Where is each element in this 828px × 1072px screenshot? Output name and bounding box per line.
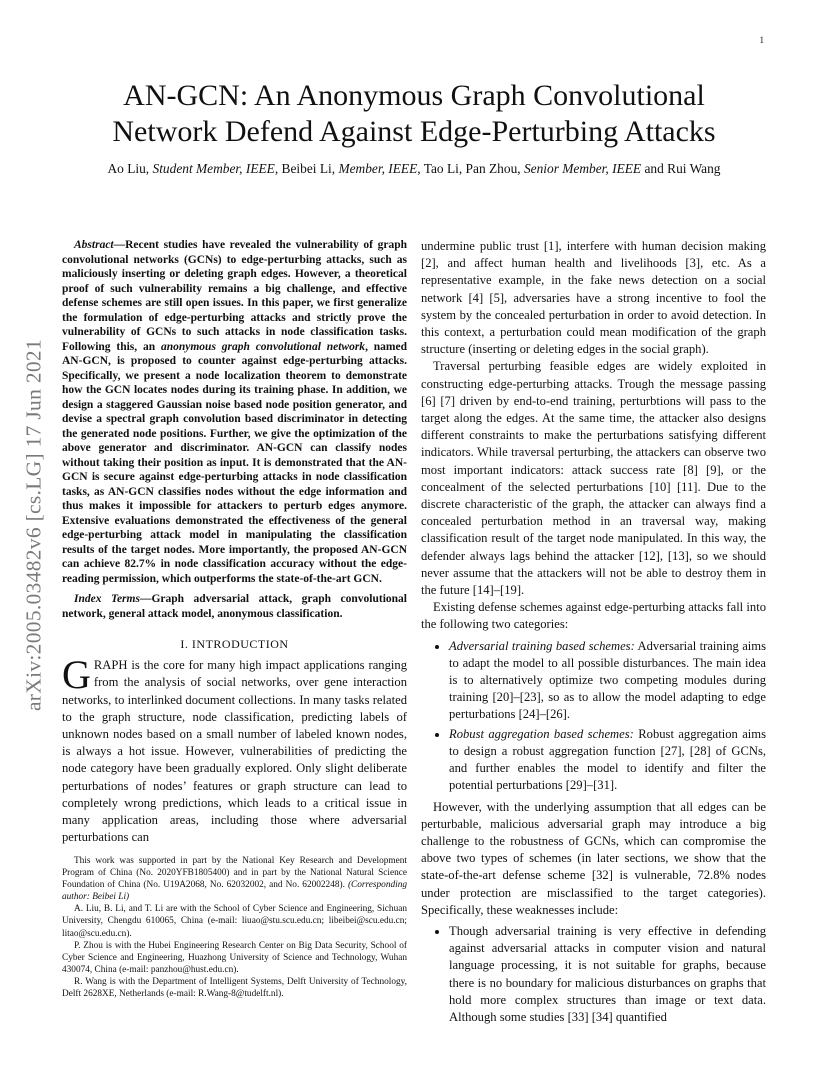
drop-cap: G [62,652,91,698]
footnote-affiliation-hust: P. Zhou is with the Hubei Engineering Research Center on Big Data Security, School of Cyber Science and Engineering, Huazhong University of Science and Technology, Wuhan 430074, China (e-mail: panzhou@hust.edu.cn). [62,940,407,975]
list-item-body: Robust aggregation aims to design a robust aggregation function [27], [28] of GCNs, and further enables the model to identify and filter the potential perturbations [29]–[31]. [449,726,766,793]
defense-schemes-list [421,638,766,795]
footnote-affiliation-delft: R. Wang is with the Department of Intelligent Systems, Delft University of Technology, Delft 2628XE, Netherlands (e-mail: R.Wang-8@tudelft.nl). [62,976,407,1000]
abstract [62,238,407,586]
author-role-1: Student Member, IEEE [152,161,275,176]
intro-paragraph-1-text: RAPH is the core for many high impact applications ranging from the analysis of social networks, over gene interaction networks, to interlinked document collections. In many tasks related to the graph structure, node classification, predicting labels of unknown nodes based on a small number of labeled known nodes, is always a hot issue. However, vulnerabilities of predicting the node category have been gradually explored. Only slight deliberate perturbations of nodes’ features or graph structure can lead to completely wrong predictions, which leads to a critical issue in many application areas, including those where adversarial perturbations can [62,658,407,845]
right-paragraph-1: undermine public trust [1], interfere with human decision making [2], and affect human health and livelihoods [3], etc. As a representative example, in the fake news detection on a social network [4] [5], adversaries have a strong incentive to fool the system by the concealed perturbation in order to avoid detection. In this context, a perturbation could mean modification of the graph structure (inserting or deleting edges in the social graph). [421,239,766,357]
abstract-emphasis: anonymous graph convolutional network [160,340,366,353]
list-item-weakness-1: • Though adversarial training is very effective in defending against adversarial attacks in computer vision and natural language processing, it is not suitable for graphs, because there is no boundary for malicious disturbances on graphs that hold more complex structures than image or text data. Although some studies [33] [34] quantified [449,923,766,1026]
author-role-3: Senior Member, IEEE [523,161,642,176]
right-column [421,238,766,1030]
abstract-body-1: —Recent studies have revealed the vulnerability of graph convolutional networks (GCNs) to edge-perturbing attacks, such as maliciously inserting or deleting graph edges. However, a theoretical proof of such vulnerability remains a big challenge, and effective defense schemes are still open issues. In this paper, we first generalize the formulation of edge-perturbing attacks and strictly prove the vulnerability of GCNs to such attacks in node classification tasks. Following this, an [62,239,407,353]
author-role-2: Member, IEEE [338,161,418,176]
list-item-adversarial-training [449,638,766,724]
weaknesses-list [421,923,766,1026]
author-tao-li-pan-zhou: , Tao Li, Pan Zhou, [417,161,524,176]
right-paragraph-4: However, with the underlying assumption that all edges can be perturbable, malicious adversarial graph may introduce a big challenge to the robustness of GCNs, which can compromise the above two types of schemes (in later sections, we show that the state-of-the-art defense scheme [32] is vulnerable, 72.8% nodes under protection are misclassified to the target categories). Specifically, these weaknesses include: [421,799,766,917]
paper-title-line-1: AN-GCN: An Anonymous Graph Convolutional [123,79,705,112]
list-item-title: Adversarial training based schemes: [449,638,635,653]
section-heading-introduction: I. INTRODUCTION [180,637,289,651]
index-terms-lead: Index Terms [74,593,140,605]
footnotes [62,855,407,1000]
index-terms [62,592,407,621]
author-rui-wang: and Rui Wang [641,161,721,176]
arxiv-stamp [14,290,54,760]
author-ao-liu: Ao Liu, [107,161,153,176]
arxiv-identifier: arXiv:2005.03482v6 [cs.LG] 17 Jun 2021 [21,338,46,712]
intro-paragraph-1 [62,652,407,846]
footnote-corresponding-author: (Corresponding author: Beibei Li) [62,880,407,903]
page-number: 1 [759,35,764,45]
paper-title [64,78,764,150]
footnote-funding [62,855,407,903]
paper-title-line-2: Network Defend Against Edge-Perturbing Attacks [112,115,716,148]
footnote-affiliation-scu: A. Liu, B. Li, and T. Li are with the School of Cyber Science and Engineering, Sichuan University, Chengdu 610065, China (e-mail: liuao@stu.scu.edu.cn; libeibei@scu.edu.cn; litao@scu.edu.cn). [62,904,407,939]
list-item-body: Adversarial training aims to adapt the model to all possible disturbances. The main idea is to alternatively optimize two competing modules during training [20]–[23], so as to allow the model adapting to edge perturbations [24]–[26]. [449,638,766,722]
abstract-body-2: , named AN-GCN, is proposed to counter against edge-perturbing attacks. Specifically, we present a node localization theorem to demonstrate how the GCN locates nodes during its training phase. In addition, we design a staggered Gaussian noise based node position generator, and devise a spectral graph convolution based discriminator in detecting the generated node positions. Further, we give the optimization of the above generator and discriminator. AN-GCN can classify nodes without taking their position as input. It is demonstrated that the AN-GCN is secure against edge-perturbing attacks in node classification tasks, as AN-GCN classifies nodes without the edge information and thus makes it impossible for attackers to perturb edges anymore. Extensive evaluations demonstrated the effectiveness of the general edge-perturbing attack model in manipulating the classification results of the target nodes. More importantly, the proposed AN-GCN can achieve 82.7% in node classification accuracy without the edge-reading permission, which outperforms the state-of-the-art GCN. [62,340,407,585]
author-beibei-li: , Beibei Li, [274,161,339,176]
footnote-funding-text: This work was supported in part by the National Key Research and Development Program of China (No. 2020YFB1805400) and in part by the National Natural Science Foundation of China (No. U19A2068, No. 62032002, and No. 62002248). [62,856,407,891]
abstract-lead: Abstract [74,239,114,251]
author-list [64,161,764,177]
left-column [62,238,407,846]
right-paragraph-2: Traversal perturbing feasible edges are widely exploited in constructing edge-perturbing attacks. Trough the message passing [6] [7] driven by end-to-end training, perturbtions will pass to the target along the edges. At the same time, the attacker also designs different constraints to make the perturbations satisfying different indicators. While traversal perturbing, the attackers can observe two most important indicators: attack success rate [8] [9], or the concealment of the selected perturbations [10] [11]. Due to the discrete characteristic of the graph, the attacker can always find a concealed perturbation method in an traversal way, making classification result of the target node manipulated. In this way, the defender always lags behind the attacker [12], [13], so we should never assume that the attackers will not be able to destroy them in the future [14]–[19]. [421,359,766,598]
list-item-robust-aggregation [449,726,766,795]
list-item-title: Robust aggregation based schemes: [449,726,634,741]
right-paragraph-3: Existing defense schemes against edge-perturbing attacks fall into the following two categories: [421,600,766,632]
index-terms-body: —Graph adversarial attack, graph convolutional network, general attack model, anonymous classification. [62,593,407,620]
